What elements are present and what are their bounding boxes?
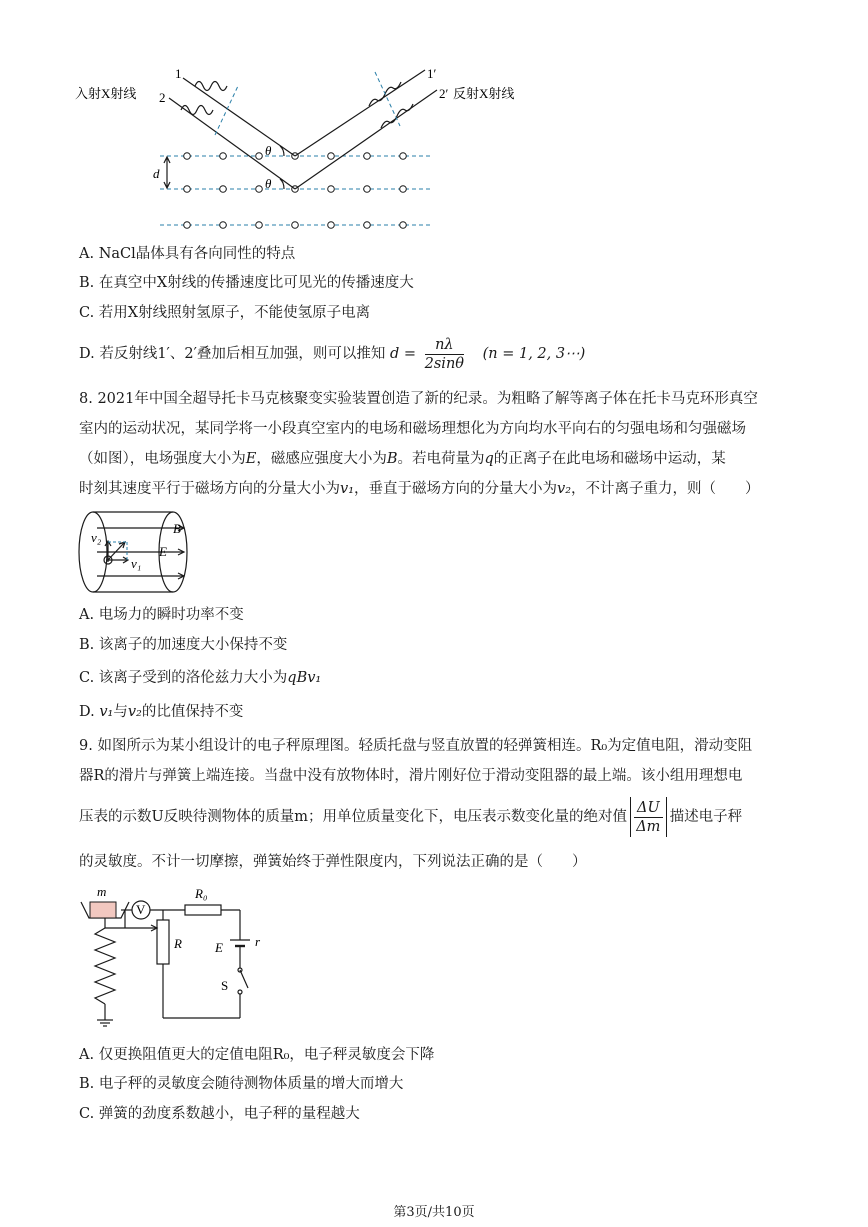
q8-symbol-v1: v₁ (340, 481, 355, 497)
q8-symbol-E: E (245, 451, 257, 467)
q8-symbol-v2: v₂ (557, 481, 572, 497)
q8-cylinder-figure (77, 508, 197, 598)
q7-option-d-text: D. 若反射线1′、2′叠加后相互加强，则可以推知 (79, 346, 386, 362)
q7-option-c: C. 若用X射线照射氢原子，不能使氢原子电离 (79, 305, 371, 321)
ray-1p-label: 1′ (427, 66, 437, 81)
q8-text: ，垂直于磁场方向的分量大小为 (354, 481, 558, 497)
q9-circuit-figure (75, 880, 275, 1030)
theta-label-1: θ (265, 143, 272, 158)
q7-formula-numerator: nλ (425, 336, 464, 355)
q9-stem-line-3 (79, 797, 742, 837)
xray-diffraction-figure (75, 60, 545, 240)
q8-option-d-text: 的比值保持不变 (141, 704, 244, 720)
ray-2p-label: 2′ (439, 86, 449, 101)
q7-formula-denominator: 2sinθ (424, 355, 465, 372)
q9-option-c: C. 弹簧的劲度系数越小，电子秤的量程越大 (79, 1106, 360, 1122)
q9-fig-V: V (136, 902, 146, 917)
q8-option-d-label: D. (79, 704, 95, 720)
q9-fig-r: r (255, 934, 261, 949)
page-footer: 第3页/共10页 (393, 1205, 475, 1220)
q8-stem-line-1: 8. 2021年中国全超导托卡马克核聚变实验装置创造了新的纪录。为粗略了解等离子体在托卡马克环形真空 (79, 391, 758, 407)
q8-option-d-text: 与 (113, 704, 128, 720)
xray-diagram-svg (75, 60, 545, 240)
q8-text: ，不计离子重力，则（ ） (571, 481, 760, 497)
q7-option-a: A. NaCl晶体具有各向同性的特点 (79, 246, 296, 262)
q9-text: 描述电子秤 (669, 809, 743, 825)
q9-stem-line-1: 9. 如图所示为某小组设计的电子秤原理图。轻质托盘与竖直放置的轻弹簧相连。R₀为定值电阻，滑动变阻 (79, 738, 753, 754)
q8-stem-line-3 (79, 449, 726, 469)
q8-option-c-expr: qBv₁ (287, 670, 322, 686)
q9-option-a: A. 仅更换阻值更大的定值电阻R₀，电子秤灵敏度会下降 (79, 1047, 435, 1063)
q9-circuit-svg (75, 880, 275, 1030)
q8-symbol-q: q (484, 451, 494, 467)
q9-fig-R0: R₀ (195, 886, 208, 901)
q9-fig-E: E (215, 940, 223, 955)
ray-1-label: 1 (175, 66, 182, 81)
q9-fig-R: R (174, 936, 182, 951)
lattice-atoms (184, 153, 407, 229)
q9-fig-m: m (97, 884, 107, 899)
q8-fig-v1: v₁ (131, 556, 142, 571)
q8-stem-line-2: 室内的运动状况，某同学将一小段真空室内的电场和磁场理想化为方向均水平向右的匀强电场和匀强磁场 (79, 421, 746, 437)
q9-stem-line-2: 器R的滑片与弹簧上端连接。当盘中没有放物体时，滑片刚好位于滑动变阻器的最上端。该小组用理想电 (79, 768, 743, 784)
wavefront-lines (215, 72, 400, 135)
q8-text: ，磁感应强度大小为 (256, 451, 387, 467)
q9-option-b: B. 电子秤的灵敏度会随待测物体质量的增大而增大 (79, 1076, 404, 1092)
q8-fig-v2: v₂ (91, 530, 102, 545)
q8-option-b: B. 该离子的加速度大小保持不变 (79, 637, 288, 653)
theta-label-2: θ (265, 176, 272, 191)
q9-stem-line-4: 的灵敏度。不计一切摩擦，弹簧始终于弹性限度内，下列说法正确的是（ ） (79, 854, 587, 870)
q8-text: 的正离子在此电场和磁场中运动，某 (493, 451, 726, 467)
reflected-xray-label: 反射X射线 (453, 86, 515, 101)
q9-weight-block (90, 902, 116, 918)
q8-stem-line-4 (79, 479, 760, 499)
q8-symbol-B: B (386, 451, 398, 467)
q8-option-a: A. 电场力的瞬时功率不变 (79, 607, 244, 623)
q8-fig-B: B (173, 521, 181, 536)
q9-frac-num: ΔU (634, 799, 663, 818)
rays (164, 70, 437, 189)
q7-formula-condition: (n = 1, 2, 3⋯) (482, 346, 586, 362)
q8-option-c-text: C. 该离子受到的洛伦兹力大小为 (79, 670, 288, 686)
q8-fig-E: E (159, 544, 167, 559)
d-label: d (153, 166, 160, 181)
q8-text: （如图），电场强度大小为 (79, 451, 246, 467)
q9-text: 压表的示数U反映待测物体的质量m；用单位质量变化下，电压表示数变化量的绝对值 (79, 809, 627, 825)
q7-option-d (79, 334, 585, 374)
ray-2-label: 2 (159, 90, 166, 105)
q8-option-d-v2: v₂ (127, 704, 142, 720)
q8-option-d (79, 702, 243, 722)
q7-formula-fraction (425, 336, 464, 373)
q8-option-c (79, 668, 321, 688)
q7-option-b: B. 在真空中X射线的传播速度比可见光的传播速度大 (79, 275, 414, 291)
q8-cylinder-svg (77, 508, 197, 598)
q9-fig-S: S (221, 978, 229, 993)
q8-text: 时刻其速度平行于磁场方向的分量大小为 (79, 481, 340, 497)
incident-xray-label: 入射X射线 (75, 86, 137, 101)
q7-formula-lhs: d = (389, 346, 417, 362)
q9-frac-den: Δm (636, 818, 661, 835)
q8-text: 。若电荷量为 (397, 451, 485, 467)
q8-option-d-v1: v₁ (99, 704, 114, 720)
q9-sensitivity-expr (630, 797, 667, 837)
